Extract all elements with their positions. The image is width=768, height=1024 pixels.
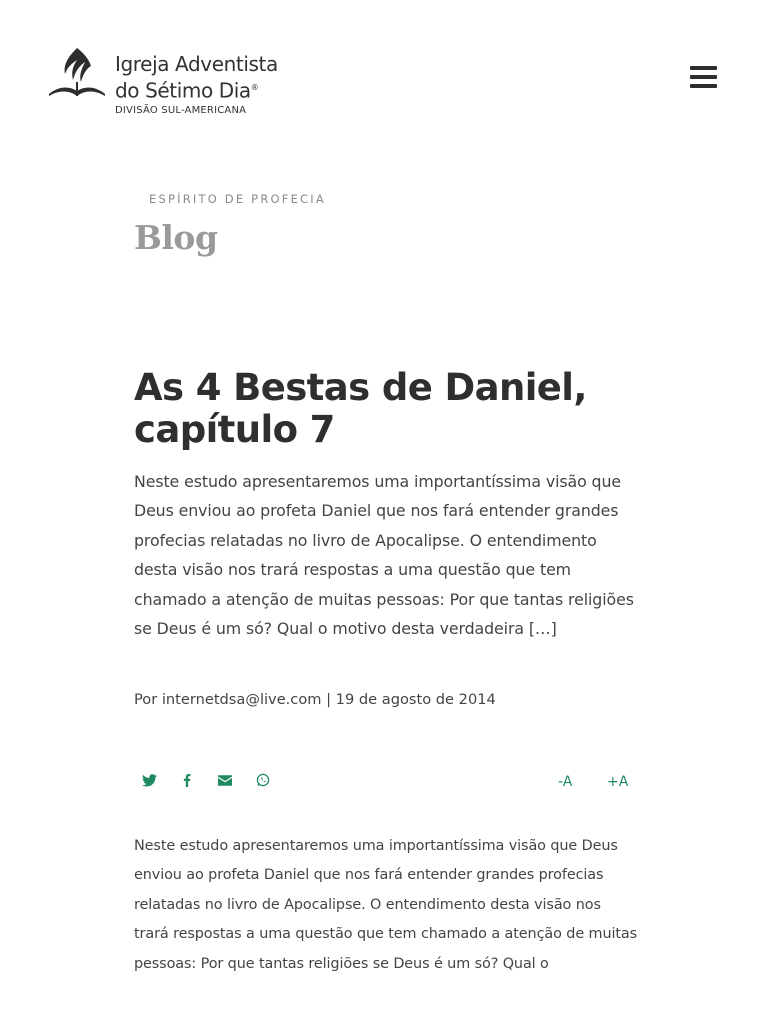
site-header — [0, 0, 768, 130]
logo-line1: Igreja Adventista — [115, 52, 278, 76]
font-increase-button[interactable]: +A — [607, 774, 629, 790]
facebook-icon[interactable] — [178, 771, 196, 789]
hamburger-menu-icon[interactable] — [690, 66, 722, 94]
article-title[interactable]: As 4 Bestas de Daniel, capítulo 7 — [134, 366, 587, 451]
adventist-logo-icon — [47, 46, 107, 100]
section-title: Blog — [134, 218, 218, 257]
email-icon[interactable] — [216, 771, 234, 789]
logo-line3: DIVISÃO SUL-AMERICANA — [115, 104, 247, 116]
font-decrease-button[interactable]: -A — [558, 774, 573, 790]
article-excerpt: Neste estudo apresentaremos uma importantíssima visão que Deus enviou ao profeta Daniel que nos fará entender grandes profecias relatadas no livro de Apocalipse. O entendimento desta visão nos trará respostas a uma questão que tem chamado a atenção de muitas pessoas: Por que tantas religiões se Deus é um só? Qual o motivo desta verdadeira […] — [134, 472, 634, 639]
logo[interactable] — [47, 46, 278, 118]
section-kicker[interactable]: ESPÍRITO DE PROFECIA — [149, 192, 326, 206]
logo-line2 — [115, 76, 278, 103]
article-byline: Por internetdsa@live.com | 19 de agosto de 2014 — [134, 691, 496, 708]
share-bar — [140, 771, 292, 789]
twitter-icon[interactable] — [140, 771, 158, 789]
whatsapp-icon[interactable] — [254, 771, 272, 789]
registered-mark: ® — [250, 83, 259, 92]
logo-line2-text: do Sétimo Dia — [115, 78, 251, 103]
logo-text — [115, 53, 278, 118]
article-body: Neste estudo apresentaremos uma importantíssima visão que Deus enviou ao profeta Daniel que nos fará entender grandes profecias relatadas no livro de Apocalipse. O entendimento desta visão nos trará respostas a uma questão que tem chamado a atenção de muitas pessoas: Por que tantas religiões se Deus é um só? Qual o — [134, 838, 638, 972]
